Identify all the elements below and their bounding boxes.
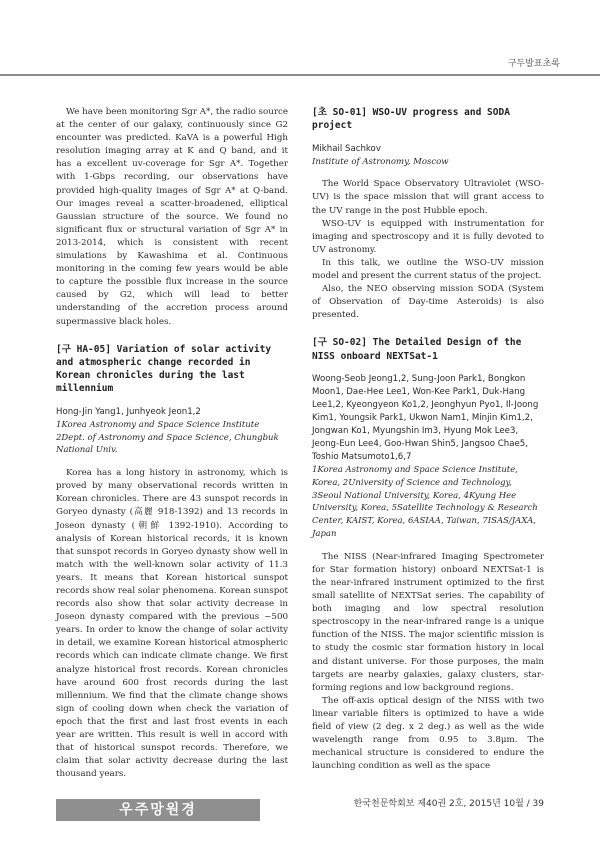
- abstract-ha05-body: Korea has a long history in astronomy, which is proved by many observational records written in Korean chronicles. There are 43 sunspot records in Goryeo dynasty (高麗 918-1392) and 13 records in Joseon dynasty (朝鮮 1392-1910). According to analysis of Korean historical records, it is known that sunspot records in Goryeo dynasty show well in match with the well-known solar activity of 11.3 years. It means that Korean historical sunspot records show real solar phenomena. Korean sunspot records also show that solar activity decrease in Joseon dynasty compared with the previous ~500 years. In order to know the change of solar activity in detail, we examine Korean historical atmospheric records which can indicate climate change. We first analyze historical frost records. Korean chronicles have around 600 frost records during the last millennium. We find that the climate change shows sign of cooling down when check the variation of epoch that the first and last frost events in each year are written. This result is well in accord with that of historical sunspot records. Therefore, we claim that solar activity decrease during the last thousand years.: [56, 468, 288, 780]
- intro-paragraph: We have been monitoring Sgr A*, the radio source at the center of our galaxy, continuously since G2 encounter was predicted. KaVA is a powerful High resolution imaging array at K and Q band, and it has a excellent uv-coverage for Sgr A*. Together with 1-Gbps recording, our observations have provided high-quality images of Sgr A* at Q-band. Our images reveal a scatter-broadened, elliptical Gaussian structure of the source. We found no significant flux or structural variation of Sgr A* in 2013-2014, which is consistent with recent simulations by Kawashima et al. Continuous monitoring in the coming few years would be able to capture the possible flux increase in the source caused by G2, which will lead to better understanding of the accretion process around supermassive black holes.: [56, 107, 288, 327]
- abstract-ha05-authors: Hong-Jin Yang1, Junhyeok Jeon1,2: [56, 406, 201, 417]
- abstract-so02-affiliations: 1Korea Astronomy and Space Science Institute, Korea, 2University of Science and Technology, 3Seoul National University, Korea, 4Kyung Hee University, Korea, 5Satellite Technology & Research Center, KAIST, Korea, 6ASIAA, Taiwan, 7ISAS/JAXA, Japan: [312, 465, 538, 539]
- abstract-so01-paragraph: Also, the NEO observing mission SODA (System of Observation of Day-time Asteroids) is also presented.: [312, 284, 544, 321]
- header-label: 구두발표초록: [507, 59, 560, 69]
- abstract-so01-paragraph: The World Space Observatory Ultraviolet (WSO-UV) is the space mission that will grant access to the UV range in the post Hubble epoch.: [312, 179, 544, 216]
- abstract-so01-authors: Mikhail Sachkov: [312, 143, 381, 154]
- abstract-so02-paragraph: The off-axis optical design of the NISS with two linear variable filters is optimized to have a wide field of view (2 deg. x 2 deg.) as well as the wide wavelength range from 0.95 to 3.8μm. The mechanical structure is considered to endure the launching condition as well as the space: [312, 695, 544, 772]
- abstract-ha05-affiliation-1: 1Korea Astronomy and Space Science Institute: [56, 419, 260, 430]
- footer-citation: 한국천문학회보 제40권 2호, 2015년 10월 / 39: [353, 799, 544, 809]
- abstract-ha05-affiliation-2: 2Dept. of Astronomy and Space Science, Chungbuk National Univ.: [56, 432, 279, 456]
- abstract-so01-paragraph: In this talk, we outline the WSO-UV mission model and present the current status of the project.: [312, 257, 544, 282]
- session-banner: 우주망원경: [56, 799, 260, 821]
- abstract-so01-paragraph: WSO-UV is equipped with instrumentation for imaging and spectroscopy and it is fully devoted to UV astronomy.: [312, 218, 544, 255]
- abstract-so02-authors: Woong-Seob Jeong1,2, Sung-Joon Park1, Bongkon Moon1, Dae-Hee Lee1, Won-Kee Park1, Duk-Hang Lee1,2, Kyeongyeon Ko1,2, Jeonghyun Pyo1, Il-Joong Kim1, Youngsik Park1, Ukwon Nam1, Minjin Kim1,2, Jongwan Ko1, Myungshin Im3, Hyung Mok Lee3, Jeong-Eun Lee4, Goo-Hwan Shin5, Jangsoo Chae5, Toshio Matsumoto1,6,7: [312, 374, 539, 463]
- abstract-so02-title: [구 SO-02] The Detailed Design of the NISS onboard NEXTSat-1: [312, 337, 522, 362]
- abstract-so01-title: [초 SO-01] WSO-UV progress and SODA project: [312, 107, 510, 132]
- abstract-ha05-title: [구 HA-05] Variation of solar activity and atmospheric change recorded in Korean chronicles during the last millennium: [56, 343, 272, 395]
- header-rule: [0, 74, 600, 76]
- abstract-so02-paragraph: The NISS (Near-infrared Imaging Spectrometer for Star formation history) onboard NEXTSat-1 is the near-infrared instrument optimized to the first small satellite of NEXTSat series. The capability of both imaging and low spectral resolution spectroscopy in the near-infrared range is a unique function of the NISS. The major scientific mission is to study the cosmic star formation history in local and distant universe. For those purposes, the main targets are nearby galaxies, galaxy clusters, star-forming regions and low background regions.: [312, 551, 544, 693]
- abstract-so01-affiliation: Institute of Astronomy, Moscow: [312, 156, 449, 167]
- left-column: [56, 106, 288, 821]
- right-column: [312, 106, 544, 773]
